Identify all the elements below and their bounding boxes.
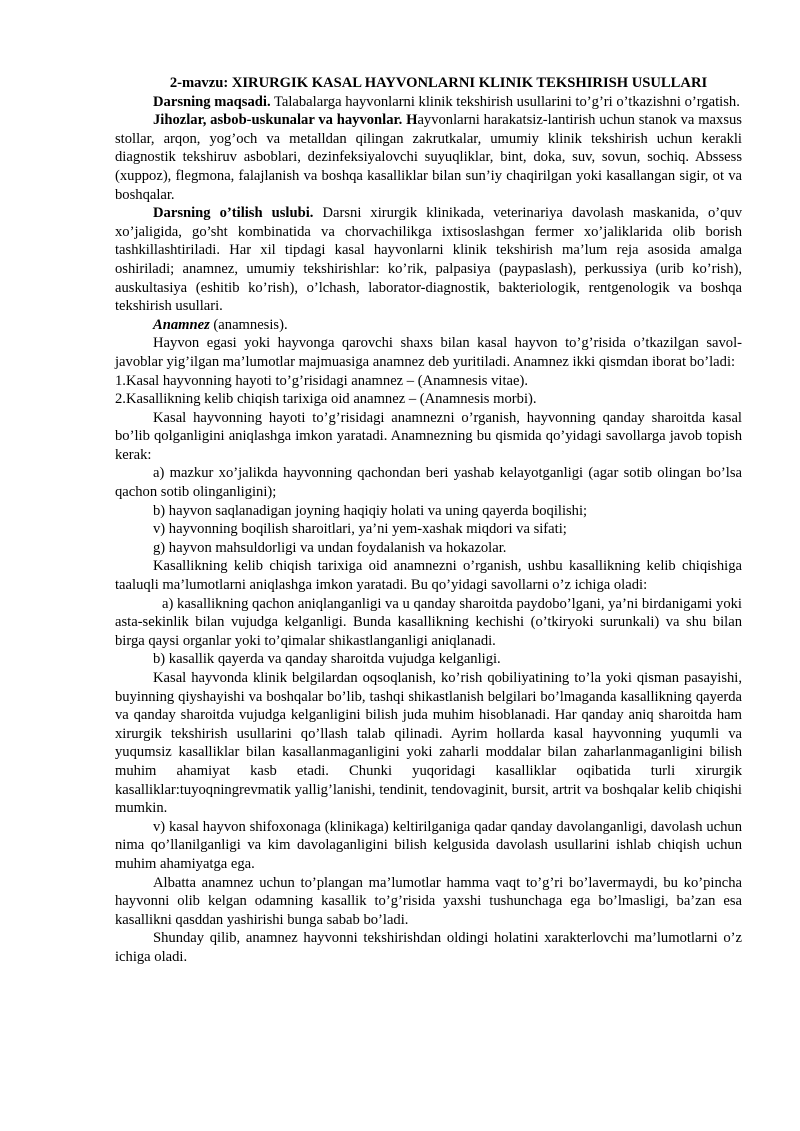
question-item: a) kasallikning qachon aniqlanganligi va u qanday sharoitda paydobo’lgani, ya’ni birdanigami yoki asta-sekinlik bilan vujudga kelganligi. Bunda kasallikning kechishi (o’tkiryoki surunkali) va shu bilan birga qaysi organlar yoki to’qimalar shikastlanganligi aniqlanadi. — [115, 595, 742, 649]
question-item: v) hayvonning boqilish sharoitlari, ya’ni yem-xashak miqdori va sifati; — [153, 521, 567, 538]
life-anamnez-paragraph: Kasal hayvonning hayoti to’g’risidagi anamneznі o’rganish, hayvonning qanday sharoitda kasal bo’lib qolganligini aniqlashga imkon yaratadi. Anamnezning bu qismida qo’yidagi savollarga javob topish kerak: — [115, 409, 742, 463]
disease-anamnez-paragraph: Kasallikning kelib chiqish tarixiga oid anamnezni o’rganish, ushbu kasallikning kelib chiqishiga taaluqli ma’lumotlarni aniqlashga imkon yaratadi. Bu qo’yidagi savollarni o’z ichiga oladi: — [115, 558, 742, 594]
question-item: a) mazkur xo’jalikda hayvonning qachondan beri yashab kelayotganligi (agar sotib olingan bo’lsa qachon sotib olinganligini); — [115, 465, 742, 501]
question-item: g) hayvon mahsuldorligi va undan foydalanish va hokazolar. — [153, 539, 507, 556]
list-item: 1.Kasal hayvonning hayoti to’g’risidagi anamnez – (Anamnesis vitae). — [115, 372, 528, 389]
document-page — [115, 74, 742, 967]
method-label: Darsning o’tilish uslubi. — [153, 205, 314, 222]
anamnez-heading — [115, 316, 742, 335]
list-item: 2.Kasallikning kelib chiqish tarixiga oid anamnez – (Anamnesis morbi). — [115, 391, 537, 408]
purpose-label: Darsning maqsadi. — [153, 93, 271, 110]
question-item: v) kasal hayvon shifoxonaga (klinikaga) keltirilganiga qadar qanday davolanganligi, davolash uchun nima qo’llanilganligi va kim davolaganligini bilish kelgusida davolash usullarini ishlab chiqish uchun muhim ahamiyatga ega. — [115, 818, 742, 872]
equipment-text: ayvonlarni harakatsiz-lantirish uchun stanok va maxsus stollar, arqon, yog’och va metalldan qilingan zakrutkalar, umumiy klinik tekshirish uchun kerakli diagnostik tekshiruv asboblari, dezinfeksiyalovchi suyuqliklar, bint, doka, suv, sovun, sochiq. Abssess (xuppoz), flegmona, falajlanish va boshqa kasalliklar bilan sun’iy chaqirilgan yoki kasallangan sigir, ot va boshqalar. — [115, 112, 742, 203]
anamnez-definition-paragraph: Hayvon egasi yoki hayvonga qarovchi shaxs bilan kasal hayvon to’g’risida o’tkazilgan savol-javoblar yig’ilgan ma’lumotlar majmuasiga anamnez deb yuritiladi. Anamnez ikki qismdan iborat bo’ladi: — [115, 335, 742, 370]
conclusion-paragraph: Shunday qilib, anamnez hayvonni tekshirishdan oldingi holatini xarakterlovchi ma’lumotlarni o’z ichiga oladi. — [115, 930, 742, 965]
page-title: 2-mavzu: XIRURGIK KASAL HAYVONLARNI KLINIK TEKSHIRISH USULLARI — [169, 75, 708, 91]
anamnez-label: Anamnez — [153, 316, 210, 333]
purpose-text: Talabalarga hayvonlarni klinik tekshirish usullarini to’g’ri o’tkazishni o’rgatish. — [270, 93, 740, 110]
equipment-label: Jihozlar, asbob-uskunalar va hayvonlar. H — [153, 112, 418, 129]
question-item: b) hayvon saqlanadigan joyning haqiqiy holati va uning qayerda boqilishi; — [153, 502, 588, 519]
clinical-signs-paragraph: Kasal hayvonda klinik belgilardan oqsoqlanish, ko’rish qobiliyatining to’la yoki qisman pasayishi, buyinning qiyshayishi va boshqalar bo’lib, tashqi shikastlanish belgilari bo’lmaganda kasallikning qayerda va qanday sharoitda vujudga kelganligini bilish juda muhim hisoblanadi. Har qanday aniq sharoitda ham xirurgik tekshirish usullarini qo’llash talab qilinadi. Ayrim hollarda kasal hayvonning yuqumli va yuqumsiz kasalliklar bilan kasallanmaganligini yoki zaharli moddalar bilan zaharlanmaganligini bilish muhim ahamiyat kasb etadi. Chunki yuqoridagi kasalliklar oqibatida turli xirurgik kasalliklar:tuyoqningrevmatik yallig’lanishi, tendinit, tendovaginit, bursit, artrit va boshqalar kelib chiqishi mumkin. — [115, 670, 742, 817]
purpose-paragraph — [115, 93, 742, 112]
equipment-paragraph — [115, 111, 742, 204]
question-item: b) kasallik qayerda va qanday sharoitda vujudga kelganligi. — [153, 651, 501, 668]
reliability-paragraph: Albatta anamnez uchun to’plangan ma’lumotlar hamma vaqt to’g’ri bo’lavermaydi, bu ko’pincha hayvonni olib kelgan odamning kasallik to’g’risida yaxshi tushunchaga ega bo’lmasligi, ba’zan esa kasallikni qasddan yashirishi bunga sabab bo’ladi. — [115, 874, 742, 928]
anamnez-heading-text: (anamnesis). — [209, 316, 288, 333]
method-text: Darsni xirurgik klinikada, veterinariya davolash maskanida, o’quv xo’jaligida, go’sht kombinatida va chorvachilikga ixtisoslashgan fermer xo’jaliklarida olib borish tashkillashtiriladi. Har xil tipdagi kasal hayvonlarni klinik tekshirish ma’lum reja asosida amalga oshiriladi; anamnez, umumiy tekshirishlar: ko’rik, palpasiya (paypaslash), perkussiya (urib ko’rish), auskultasiya (eshitib ko’rish), o’lchash, laborator-diagnostik, bakteriologik, rentgenologik va boshqa tekshirish usullari. — [115, 205, 742, 315]
method-paragraph — [115, 204, 742, 316]
